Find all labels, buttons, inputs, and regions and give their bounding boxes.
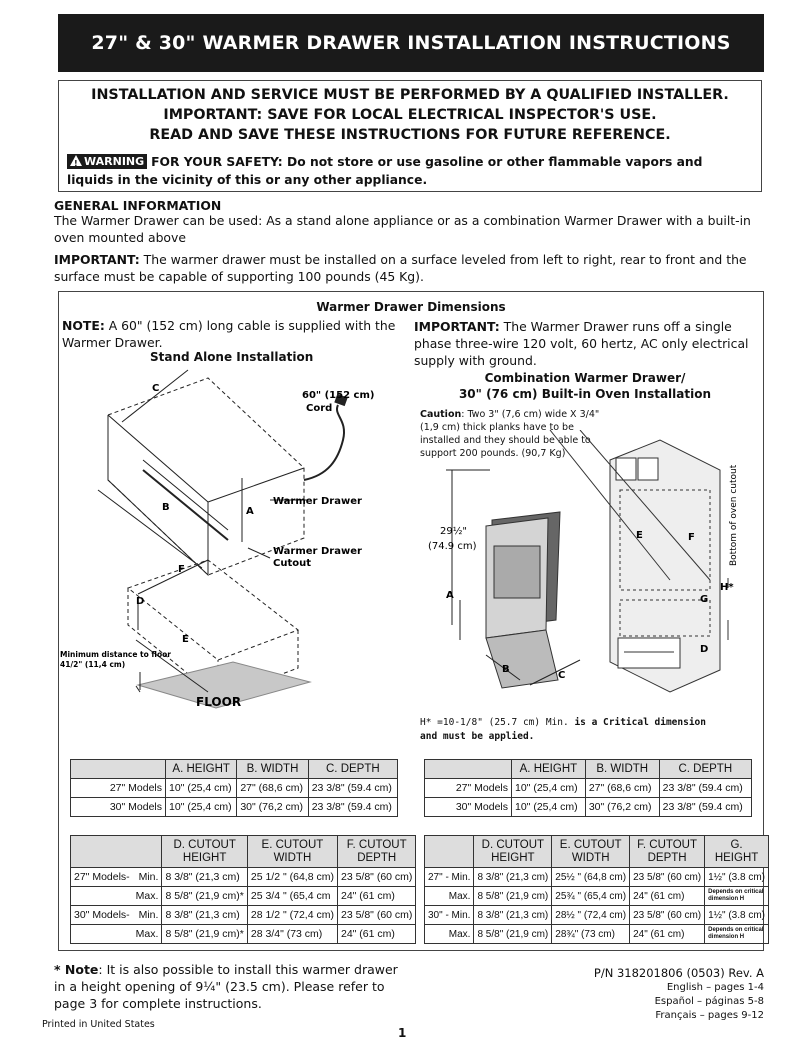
label-combo-h: H* [720, 582, 734, 593]
combo-title-1: Combination Warmer Drawer/ [484, 371, 686, 385]
general-info-text: The Warmer Drawer can be used: As a stand alone appliance or as a combination Warmer Drawer with a built-in oven mounted above [54, 213, 751, 245]
lang-english: English – pages 1-4 [666, 982, 764, 993]
lang-francais: Français – pages 9-12 [655, 1010, 764, 1021]
label-d: D [136, 596, 145, 607]
label-combo-d: D [700, 644, 709, 655]
label-floor: FLOOR [196, 695, 242, 709]
safety-line-2: IMPORTANT: SAVE FOR LOCAL ELECTRICAL INSPECTOR'S USE. [163, 107, 657, 123]
label-height-1: 29½" [440, 526, 468, 537]
safety-line-3: READ AND SAVE THESE INSTRUCTIONS FOR FUTURE REFERENCE. [149, 127, 671, 143]
label-b: B [162, 502, 170, 513]
label-min-floor-1: Minimum distance to floor [60, 650, 171, 659]
safety-box [58, 80, 762, 192]
table-row: Max. 8 5/8" (21,9 cm) 28¾" (73 cm) 24" (61 cm) Depends on critical dimension H [425, 925, 769, 944]
standalone-diagram [58, 360, 408, 720]
warning-badge: !WARNING [67, 154, 147, 169]
table-row: Max. 8 5/8" (21,9 cm)* 28 3/4" (73 cm) 24" (61 cm) [71, 925, 416, 944]
combo-title-2: 30" (76 cm) Built-in Oven Installation [458, 387, 712, 401]
label-min-floor-2: 41/2" (11,4 cm) [60, 660, 126, 669]
label-combo-g: G [700, 594, 709, 605]
safety-line-1: INSTALLATION AND SERVICE MUST BE PERFORMED BY A QUALIFIED INSTALLER. [91, 87, 729, 103]
page-number: 1 [398, 1026, 407, 1040]
label-combo-a: A [446, 590, 454, 601]
table-row: 30" - Min. 8 3/8" (21,3 cm) 28½ " (72,4 cm) 23 5/8" (60 cm) 1½" (3.8 cm) [425, 906, 769, 925]
cable-note: NOTE: A 60" (152 cm) long cable is supplied with the Warmer Drawer. [62, 318, 396, 350]
warning-triangle-icon [70, 155, 82, 166]
document-title-banner [58, 14, 764, 72]
lang-espanol: Español – páginas 5-8 [654, 996, 764, 1007]
electrical-important: IMPORTANT: The Warmer Drawer runs off a single phase three-wire 120 volt, 60 hertz, AC only electrical supply with ground. [414, 319, 749, 368]
label-combo-f: F [688, 532, 695, 543]
label-cord: 60" (152 cm) [302, 390, 375, 401]
combination-diagram [410, 430, 764, 720]
label-combo-e: E [636, 530, 643, 541]
label-cutout-1: Warmer Drawer [273, 546, 362, 557]
document-title: 27" & 30" WARMER DRAWER INSTALLATION INSTRUCTIONS [91, 32, 731, 54]
table-row: 27" - Min. 8 3/8" (21,3 cm) 25½ " (64,8 cm) 23 5/8" (60 cm) 1½" (3.8 cm) [425, 868, 769, 887]
standalone-dimensions-table: A. HEIGHT B. WIDTH C. DEPTH 27" Models 10" (25,4 cm) 27" (68,6 cm) 23 3/8" (59.4 cm) 30" Models 10" (25,4 cm) 30" (76,2 cm) 23 3/8" (59.4 cm) [70, 759, 398, 817]
critical-dimension-note: H* =10-1/8" (25.7 cm) Min. is a Critical dimension and must be applied. [420, 717, 706, 742]
table-row: Max. 8 5/8" (21,9 cm)* 25 3/4 " (65,4 cm 24" (61 cm) [71, 887, 416, 906]
combination-dimensions-table: A. HEIGHT B. WIDTH C. DEPTH 27" Models 10" (25,4 cm) 27" (68,6 cm) 23 3/8" (59.4 cm) 30" Models 10" (25,4 cm) 30" (76,2 cm) 23 3/8" (59.4 cm) [424, 759, 752, 817]
standalone-title: Stand Alone Installation [150, 350, 314, 364]
label-height-2: (74.9 cm) [428, 541, 477, 552]
table-row: Max. 8 5/8" (21,9 cm) 25¾ " (65,4 cm) 24" (61 cm) Depends on critical dimension H [425, 887, 769, 906]
table-row: 30" Models 10" (25,4 cm) 30" (76,2 cm) 23 3/8" (59.4 cm) [425, 798, 752, 817]
printed-in: Printed in United States [42, 1019, 155, 1030]
dimensions-title: Warmer Drawer Dimensions [316, 300, 506, 314]
general-info-heading: GENERAL INFORMATION [54, 198, 222, 213]
label-f: F [178, 564, 185, 575]
label-cutout-2: Cutout [273, 558, 312, 569]
standalone-cutout-table: D. CUTOUT HEIGHT E. CUTOUT WIDTH F. CUTOUT DEPTH 27" Models- Min. 8 3/8" (21,3 cm) 25 1/2 " (64,8 cm) 23 5/8" (60 cm) Max. 8 5/8" (21,9 cm)* 25 3/4 " (65,4 cm 24" (61 cm) 30" Models- Min. 8 3/8" (21,3 cm) 28 1/2 " (72,4 cm) 23 5/8" (60 cm) Max. 8 5/8" (21,9 cm)* 28 3/4" (73 cm) 24" (61 cm) [70, 835, 416, 944]
label-bottom-cutout: Bottom of oven cutout [729, 464, 739, 566]
footer-note: * Note: It is also possible to install this warmer drawer in a height opening of 9¼" (23.5 cm). Please refer to page 3 for complete instructions. [54, 962, 398, 1011]
table-row: 27" Models 10" (25,4 cm) 27" (68,6 cm) 23 3/8" (59.4 cm) [71, 779, 398, 798]
warning-text: FOR YOUR SAFETY: Do not store or use gasoline or other flammable vapors and liquids in the vicinity of this or any other appliance. [67, 155, 703, 187]
caution-note: Caution: Two 3" (7,6 cm) wide X 3/4" (1,9 cm) thick planks have to be installed and they should be able to support 200 pounds. (90,7 Kg) [420, 409, 600, 459]
table-row: 30" Models- Min. 8 3/8" (21,3 cm) 28 1/2 " (72,4 cm) 23 5/8" (60 cm) [71, 906, 416, 925]
combination-cutout-table: D. CUTOUT HEIGHT E. CUTOUT WIDTH F. CUTOUT DEPTH G. HEIGHT 27" - Min. 8 3/8" (21,3 cm) 25½ " (64,8 cm) 23 5/8" (60 cm) 1½" (3.8 cm) Max. 8 5/8" (21,9 cm) 25¾ " (65,4 cm) 24" (61 cm) Depends on critical dimension H 30" - Min. 8 3/8" (21,3 cm) 28½ " (72,4 cm) 23 5/8" (60 cm) 1½" (3.8 cm) Max. 8 5/8" (21,9 cm) 28¾" (73 cm) 24" (61 cm) Depends on critical dimension H [424, 835, 769, 944]
label-e: E [182, 634, 189, 645]
label-a: A [246, 506, 254, 517]
label-c: C [152, 383, 160, 394]
label-cord-2: Cord [306, 403, 333, 414]
part-number: P/N 318201806 (0503) Rev. A [593, 966, 764, 980]
table-row: 30" Models 10" (25,4 cm) 30" (76,2 cm) 23 3/8" (59.4 cm) [71, 798, 398, 817]
warning-statement [67, 153, 753, 189]
label-combo-c: C [558, 670, 566, 681]
general-important: IMPORTANT: The warmer drawer must be installed on a surface leveled from left to right, rear to front and the surface must be capable of supporting 100 pounds (45 Kg). [54, 252, 747, 284]
table-row: 27" Models 10" (25,4 cm) 27" (68,6 cm) 23 3/8" (59.4 cm) [425, 779, 752, 798]
label-combo-b: B [502, 664, 510, 675]
table-row: 27" Models- Min. 8 3/8" (21,3 cm) 25 1/2 " (64,8 cm) 23 5/8" (60 cm) [71, 868, 416, 887]
label-warmer-drawer: Warmer Drawer [273, 496, 362, 507]
